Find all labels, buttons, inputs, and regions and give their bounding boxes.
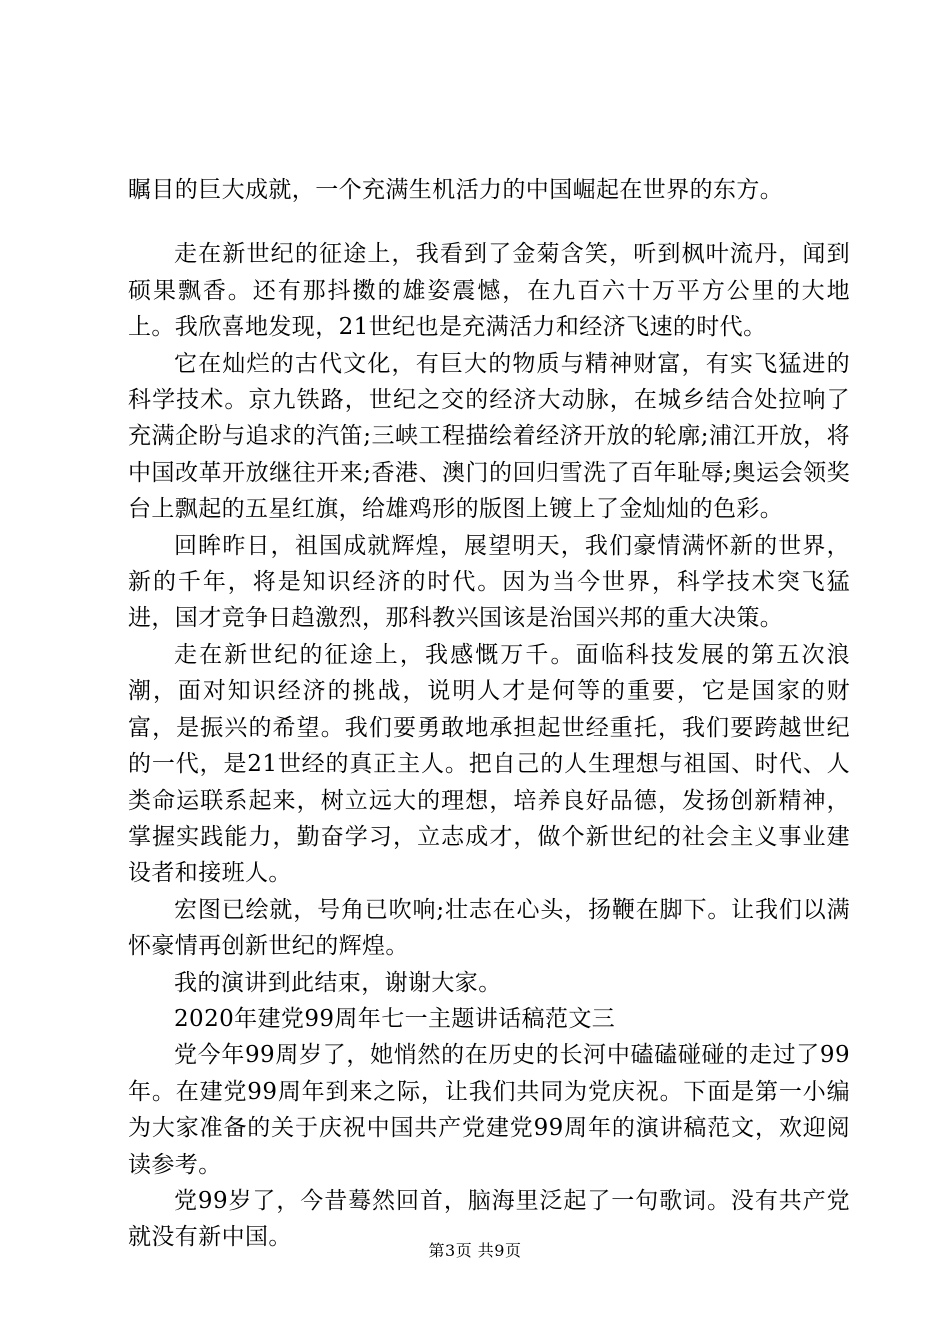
paragraph-1: 瞩目的巨大成就，一个充满生机活力的中国崛起在世界的东方。 [128,177,784,203]
section-heading: 2020年建党99周年七一主题讲话稿范文三 [174,1005,616,1032]
paragraph-5: 走在新世纪的征途上，我感慨万千。面临科技发展的第五次浪潮，面对知识经济的挑战，说明人才是何等的重要，它是国家的财富，是振兴的希望。我们要勇敢地承担起世经重托，我们要跨越世纪的一代，是21世经的真正主人。把自己的人生理想与祖国、时代、人类命运联系起来，树立远大的理想，培养良好品德，发扬创新精神，掌握实践能力，勤奋学习，立志成才，做个新世纪的社会主义事业建设者和接班人。 [128,641,850,887]
paragraph-8: 党今年99周岁了，她悄然的在历史的长河中磕磕碰碰的走过了99年。在建党99周年到来之际，让我们共同为党庆祝。下面是第一小编为大家准备的关于庆祝中国共产党建党99周年的演讲稿范文，欢迎阅读参考。 [128,1042,850,1178]
paragraph-6: 宏图已绘就，号角已吹响;壮志在心头，扬鞭在脚下。让我们以满怀豪情再创新世纪的辉煌。 [128,896,850,960]
page-number-footer: 第3页 共9页 [428,1241,522,1260]
paragraph-9: 党99岁了，今昔蓦然回首，脑海里泛起了一句歌词。没有共产党就没有新中国。 [128,1187,850,1251]
paragraph-7: 我的演讲到此结束，谢谢大家。 [174,969,502,996]
paragraph-2: 走在新世纪的征途上，我看到了金菊含笑，听到枫叶流丹，闻到硕果飘香。还有那抖擞的雄姿震憾，在九百六十万平方公里的大地上。我欣喜地发现，21世纪也是充满活力和经济飞速的时代。 [128,241,850,341]
paragraph-gap [128,208,850,236]
document-body [128,172,850,1256]
paragraph-4: 回眸昨日，祖国成就辉煌，展望明天，我们豪情满怀新的世界，新的千年，将是知识经济的时代。因为当今世界，科学技术突飞猛进，国才竞争日趋激烈，那科教兴国该是治国兴邦的重大决策。 [128,532,850,632]
paragraph-3: 它在灿烂的古代文化，有巨大的物质与精神财富，有实飞猛进的科学技术。京九铁路，世纪之交的经济大动脉，在城乡结合处拉响了充满企盼与追求的汽笛;三峡工程描绘着经济开放的轮廓;浦江开放，将中国改革开放继往开来;香港、澳门的回归雪洗了百年耻辱;奥运会领奖台上飘起的五星红旗，给雄鸡形的版图上镀上了金灿灿的色彩。 [128,350,850,523]
